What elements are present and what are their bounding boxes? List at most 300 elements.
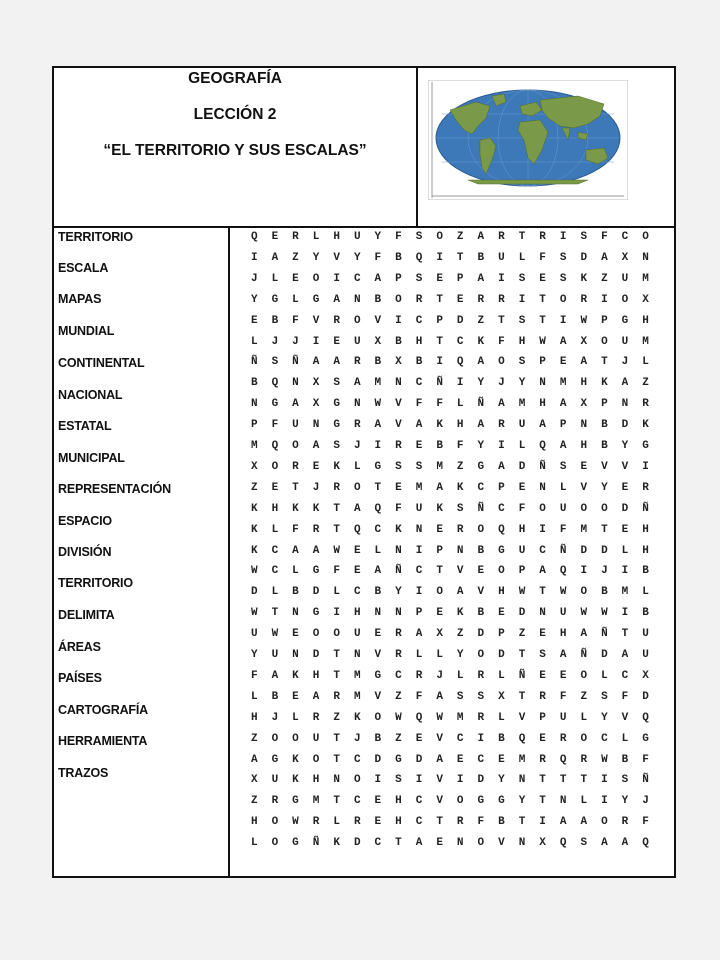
grid-letter[interactable]: S (559, 460, 567, 473)
grid-letter[interactable]: O (333, 628, 340, 641)
grid-letter[interactable]: Ñ (580, 649, 588, 661)
grid-letter[interactable]: S (415, 460, 423, 473)
grid-letter[interactable]: L (292, 565, 299, 578)
grid-letter[interactable]: C (601, 732, 608, 745)
grid-letter[interactable]: U (271, 649, 279, 661)
grid-letter[interactable]: O (436, 231, 443, 243)
grid-letter[interactable]: B (250, 377, 258, 390)
grid-letter[interactable]: E (580, 460, 588, 473)
grid-letter[interactable]: K (456, 481, 464, 494)
grid-letter[interactable]: X (312, 398, 320, 411)
grid-letter[interactable]: U (312, 732, 320, 745)
grid-letter[interactable]: G (374, 669, 382, 682)
grid-letter[interactable]: C (353, 753, 361, 766)
grid-letter[interactable]: P (601, 398, 608, 411)
grid-letter[interactable]: M (353, 690, 361, 703)
grid-letter[interactable]: A (374, 419, 382, 432)
grid-letter[interactable]: A (601, 837, 608, 850)
grid-letter[interactable]: A (477, 231, 485, 243)
grid-letter[interactable]: H (353, 607, 361, 620)
grid-letter[interactable]: X (642, 669, 649, 682)
grid-letter[interactable]: L (292, 293, 299, 306)
grid-letter[interactable]: T (518, 816, 526, 829)
grid-letter[interactable]: P (539, 711, 546, 724)
grid-letter[interactable]: Ñ (292, 356, 299, 369)
grid-letter[interactable]: H (580, 377, 588, 390)
grid-letter[interactable]: P (539, 356, 546, 369)
grid-letter[interactable]: U (518, 419, 526, 432)
grid-letter[interactable]: Z (250, 732, 258, 745)
grid-letter[interactable]: Z (601, 272, 608, 285)
grid-letter[interactable]: W (559, 586, 567, 599)
grid-letter[interactable]: Y (250, 293, 258, 306)
grid-letter[interactable]: I (621, 607, 629, 620)
grid-letter[interactable]: L (415, 649, 423, 661)
grid-letter[interactable]: T (559, 774, 567, 787)
grid-letter[interactable]: I (415, 586, 423, 599)
grid-letter[interactable]: E (374, 795, 382, 808)
grid-letter[interactable]: Y (312, 251, 320, 264)
grid-letter[interactable]: O (436, 586, 443, 599)
grid-letter[interactable]: I (477, 732, 485, 745)
grid-letter[interactable]: G (312, 293, 320, 306)
grid-letter[interactable]: M (642, 335, 649, 348)
grid-letter[interactable]: U (642, 628, 649, 641)
grid-letter[interactable]: V (374, 314, 382, 327)
grid-letter[interactable]: G (312, 565, 320, 578)
grid-letter[interactable]: V (436, 795, 443, 808)
grid-letter[interactable]: D (312, 649, 320, 661)
grid-letter[interactable]: R (498, 293, 505, 306)
grid-letter[interactable]: S (395, 460, 402, 473)
grid-letter[interactable]: Y (601, 711, 608, 724)
grid-letter[interactable]: L (333, 586, 340, 599)
grid-letter[interactable]: G (333, 398, 340, 411)
grid-letter[interactable]: N (580, 419, 588, 432)
grid-letter[interactable]: O (312, 753, 320, 766)
grid-letter[interactable]: U (415, 502, 423, 515)
grid-letter[interactable]: L (518, 440, 526, 452)
grid-letter[interactable]: R (642, 481, 649, 494)
grid-letter[interactable]: I (601, 795, 608, 808)
grid-letter[interactable]: S (580, 231, 588, 243)
grid-letter[interactable]: Ñ (250, 356, 258, 369)
grid-letter[interactable]: W (518, 586, 526, 599)
grid-letter[interactable]: E (353, 565, 361, 578)
grid-letter[interactable]: E (436, 837, 443, 850)
grid-letter[interactable]: A (415, 628, 423, 641)
grid-letter[interactable]: C (415, 565, 423, 578)
grid-letter[interactable]: E (559, 669, 567, 682)
grid-letter[interactable]: E (436, 607, 443, 620)
grid-letter[interactable]: A (333, 293, 340, 306)
grid-letter[interactable]: W (539, 335, 546, 348)
grid-letter[interactable]: T (436, 335, 443, 348)
grid-letter[interactable]: K (601, 377, 608, 390)
grid-letter[interactable]: K (642, 419, 649, 432)
grid-letter[interactable]: N (292, 649, 299, 661)
grid-letter[interactable]: X (580, 398, 588, 411)
grid-letter[interactable]: B (374, 293, 382, 306)
grid-letter[interactable]: K (292, 753, 299, 766)
grid-letter[interactable]: C (477, 481, 485, 494)
grid-letter[interactable]: X (539, 837, 546, 850)
grid-letter[interactable]: G (292, 795, 299, 808)
grid-letter[interactable]: V (456, 565, 464, 578)
grid-letter[interactable]: G (395, 753, 402, 766)
grid-letter[interactable]: T (333, 753, 340, 766)
grid-letter[interactable]: N (539, 481, 546, 494)
grid-letter[interactable]: C (415, 816, 423, 829)
grid-letter[interactable]: Y (250, 649, 258, 661)
grid-letter[interactable]: C (621, 231, 629, 243)
grid-letter[interactable]: K (333, 460, 340, 473)
grid-letter[interactable]: L (518, 251, 526, 264)
grid-letter[interactable]: T (271, 607, 279, 620)
grid-letter[interactable]: L (250, 690, 258, 703)
grid-letter[interactable]: M (559, 377, 567, 390)
grid-letter[interactable]: O (292, 440, 299, 452)
grid-letter[interactable]: B (415, 356, 423, 369)
grid-letter[interactable]: U (621, 335, 629, 348)
grid-letter[interactable]: A (477, 356, 485, 369)
grid-letter[interactable]: Z (518, 628, 526, 641)
grid-letter[interactable]: C (271, 565, 279, 578)
grid-letter[interactable]: E (271, 481, 279, 494)
grid-letter[interactable]: T (601, 356, 608, 369)
grid-letter[interactable]: F (374, 251, 382, 264)
grid-letter[interactable]: L (292, 711, 299, 724)
grid-letter[interactable]: E (292, 272, 299, 285)
grid-letter[interactable]: D (518, 460, 526, 473)
grid-letter[interactable]: T (333, 732, 340, 745)
grid-letter[interactable]: X (312, 377, 320, 390)
grid-letter[interactable]: L (271, 586, 279, 599)
grid-letter[interactable]: O (580, 586, 588, 599)
grid-letter[interactable]: Q (271, 440, 279, 452)
grid-letter[interactable]: N (292, 377, 299, 390)
grid-letter[interactable]: C (374, 837, 382, 850)
grid-letter[interactable]: F (518, 502, 526, 515)
grid-letter[interactable]: W (580, 607, 588, 620)
grid-letter[interactable]: M (642, 272, 649, 285)
grid-letter[interactable]: L (642, 586, 649, 599)
grid-letter[interactable]: E (477, 565, 485, 578)
grid-letter[interactable]: R (395, 628, 402, 641)
grid-letter[interactable]: A (312, 544, 320, 557)
grid-letter[interactable]: E (292, 690, 299, 703)
grid-letter[interactable]: F (395, 502, 402, 515)
grid-letter[interactable]: C (477, 753, 485, 766)
grid-letter[interactable]: N (250, 398, 258, 411)
grid-letter[interactable]: K (477, 335, 485, 348)
grid-letter[interactable]: Y (601, 481, 608, 494)
grid-letter[interactable]: O (395, 293, 402, 306)
grid-letter[interactable]: R (580, 753, 588, 766)
grid-letter[interactable]: Q (353, 523, 361, 536)
grid-letter[interactable]: V (601, 460, 608, 473)
grid-letter[interactable]: L (436, 649, 443, 661)
grid-letter[interactable]: V (498, 837, 505, 850)
grid-letter[interactable]: O (601, 816, 608, 829)
grid-letter[interactable]: O (498, 356, 505, 369)
grid-letter[interactable]: B (395, 251, 402, 264)
grid-letter[interactable]: N (456, 544, 464, 557)
grid-letter[interactable]: N (395, 544, 402, 557)
grid-letter[interactable]: A (601, 251, 608, 264)
grid-letter[interactable]: A (312, 356, 320, 369)
grid-letter[interactable]: D (456, 314, 464, 327)
grid-letter[interactable]: A (436, 481, 443, 494)
grid-letter[interactable]: A (580, 816, 588, 829)
grid-letter[interactable]: L (250, 335, 258, 348)
grid-letter[interactable]: H (395, 816, 402, 829)
grid-letter[interactable]: A (498, 460, 505, 473)
grid-letter[interactable]: F (395, 231, 402, 243)
grid-letter[interactable]: N (559, 795, 567, 808)
grid-letter[interactable]: X (395, 356, 402, 369)
grid-letter[interactable]: W (374, 398, 382, 411)
grid-letter[interactable]: Q (518, 732, 526, 745)
grid-letter[interactable]: J (353, 440, 361, 452)
grid-letter[interactable]: T (436, 293, 443, 306)
grid-letter[interactable]: Q (498, 523, 505, 536)
grid-letter[interactable]: V (621, 460, 629, 473)
grid-letter[interactable]: K (312, 502, 320, 515)
grid-letter[interactable]: U (559, 502, 567, 515)
grid-letter[interactable]: R (642, 398, 649, 411)
grid-letter[interactable]: E (539, 272, 546, 285)
grid-letter[interactable]: P (518, 565, 526, 578)
grid-letter[interactable]: M (353, 669, 361, 682)
grid-letter[interactable]: O (292, 732, 299, 745)
grid-letter[interactable]: O (312, 628, 320, 641)
grid-letter[interactable]: U (559, 711, 567, 724)
grid-letter[interactable]: T (436, 816, 443, 829)
grid-letter[interactable]: U (559, 607, 567, 620)
grid-letter[interactable]: S (601, 690, 608, 703)
grid-letter[interactable]: U (250, 628, 258, 641)
grid-letter[interactable]: R (292, 231, 299, 243)
grid-letter[interactable]: N (395, 607, 402, 620)
grid-letter[interactable]: Ñ (436, 377, 443, 390)
grid-letter[interactable]: Z (395, 690, 402, 703)
grid-letter[interactable]: B (477, 607, 485, 620)
grid-letter[interactable]: E (292, 628, 299, 641)
grid-letter[interactable]: W (333, 544, 340, 557)
grid-letter[interactable]: I (415, 774, 423, 787)
grid-letter[interactable]: A (477, 272, 485, 285)
grid-letter[interactable]: I (312, 335, 320, 348)
grid-letter[interactable]: F (559, 690, 567, 703)
grid-letter[interactable]: B (436, 440, 443, 452)
grid-letter[interactable]: Ñ (518, 669, 526, 682)
grid-letter[interactable]: V (621, 711, 629, 724)
grid-letter[interactable]: N (642, 251, 649, 264)
grid-letter[interactable]: A (415, 837, 423, 850)
grid-letter[interactable]: O (580, 502, 588, 515)
grid-letter[interactable]: R (333, 690, 340, 703)
grid-letter[interactable]: Q (559, 753, 567, 766)
grid-letter[interactable]: O (271, 732, 279, 745)
grid-letter[interactable]: L (559, 481, 567, 494)
grid-letter[interactable]: Ñ (395, 565, 402, 578)
grid-letter[interactable]: N (539, 377, 546, 390)
grid-letter[interactable]: I (559, 314, 567, 327)
grid-letter[interactable]: Y (518, 377, 526, 390)
grid-letter[interactable]: H (312, 669, 320, 682)
grid-letter[interactable]: T (292, 481, 299, 494)
grid-letter[interactable]: T (621, 628, 629, 641)
grid-letter[interactable]: Q (642, 711, 649, 724)
grid-letter[interactable]: L (498, 669, 505, 682)
grid-letter[interactable]: R (621, 816, 629, 829)
grid-letter[interactable]: T (498, 314, 505, 327)
grid-letter[interactable]: B (601, 440, 608, 452)
grid-letter[interactable]: Z (250, 795, 258, 808)
grid-letter[interactable]: B (477, 251, 485, 264)
grid-letter[interactable]: F (498, 335, 505, 348)
grid-letter[interactable]: A (559, 816, 567, 829)
grid-letter[interactable]: P (250, 419, 258, 432)
grid-letter[interactable]: V (333, 251, 340, 264)
grid-letter[interactable]: U (518, 544, 526, 557)
grid-letter[interactable]: V (477, 586, 485, 599)
grid-letter[interactable]: V (312, 314, 320, 327)
grid-letter[interactable]: R (498, 419, 505, 432)
grid-letter[interactable]: Q (415, 251, 423, 264)
grid-letter[interactable]: E (498, 753, 505, 766)
grid-letter[interactable]: X (621, 251, 629, 264)
grid-letter[interactable]: C (415, 314, 423, 327)
grid-letter[interactable]: A (271, 669, 279, 682)
grid-letter[interactable]: N (456, 837, 464, 850)
grid-letter[interactable]: H (518, 523, 526, 536)
grid-letter[interactable]: O (601, 335, 608, 348)
grid-letter[interactable]: B (642, 565, 649, 578)
grid-letter[interactable]: O (353, 774, 361, 787)
grid-letter[interactable]: G (642, 440, 649, 452)
grid-letter[interactable]: E (415, 440, 423, 452)
grid-letter[interactable]: E (559, 356, 567, 369)
grid-letter[interactable]: J (250, 272, 258, 285)
grid-letter[interactable]: A (312, 440, 320, 452)
grid-letter[interactable]: B (498, 816, 505, 829)
grid-letter[interactable]: B (292, 586, 299, 599)
grid-letter[interactable]: E (621, 481, 629, 494)
grid-letter[interactable]: I (580, 565, 588, 578)
grid-letter[interactable]: E (539, 732, 546, 745)
grid-letter[interactable]: A (621, 377, 629, 390)
grid-letter[interactable]: E (374, 628, 382, 641)
grid-letter[interactable]: T (539, 314, 546, 327)
grid-letter[interactable]: V (395, 398, 402, 411)
grid-letter[interactable]: G (498, 544, 505, 557)
grid-letter[interactable]: T (333, 795, 340, 808)
grid-letter[interactable]: T (539, 293, 546, 306)
grid-letter[interactable]: J (353, 732, 361, 745)
grid-letter[interactable]: T (518, 649, 526, 661)
grid-letter[interactable]: X (498, 690, 505, 703)
grid-letter[interactable]: X (642, 293, 649, 306)
grid-letter[interactable]: W (271, 628, 279, 641)
grid-letter[interactable]: Z (477, 314, 485, 327)
grid-letter[interactable]: J (601, 565, 608, 578)
grid-letter[interactable]: H (642, 544, 649, 557)
grid-letter[interactable]: W (292, 816, 299, 829)
grid-letter[interactable]: B (477, 544, 485, 557)
grid-letter[interactable]: M (518, 398, 526, 411)
grid-letter[interactable]: E (250, 314, 258, 327)
grid-letter[interactable]: B (621, 753, 629, 766)
grid-letter[interactable]: Ñ (642, 774, 649, 787)
grid-letter[interactable]: W (601, 753, 608, 766)
grid-letter[interactable]: R (353, 356, 361, 369)
grid-letter[interactable]: V (436, 774, 443, 787)
grid-letter[interactable]: S (415, 272, 423, 285)
grid-letter[interactable]: Z (292, 251, 299, 264)
grid-letter[interactable]: E (456, 753, 464, 766)
grid-letter[interactable]: J (271, 335, 279, 348)
grid-letter[interactable]: B (271, 690, 279, 703)
grid-letter[interactable]: K (292, 774, 299, 787)
grid-letter[interactable]: S (559, 251, 567, 264)
grid-letter[interactable]: D (601, 544, 608, 557)
grid-letter[interactable]: T (539, 586, 546, 599)
grid-letter[interactable]: K (436, 502, 443, 515)
grid-letter[interactable]: I (642, 460, 649, 473)
grid-letter[interactable]: Y (374, 231, 382, 243)
grid-letter[interactable]: E (395, 481, 402, 494)
grid-letter[interactable]: N (353, 398, 361, 411)
grid-letter[interactable]: S (333, 377, 340, 390)
grid-letter[interactable]: G (292, 837, 299, 850)
grid-letter[interactable]: A (580, 356, 588, 369)
grid-letter[interactable]: N (395, 377, 402, 390)
grid-letter[interactable]: Z (456, 628, 464, 641)
grid-letter[interactable]: E (436, 523, 443, 536)
grid-letter[interactable]: G (333, 419, 340, 432)
grid-letter[interactable]: D (250, 586, 258, 599)
grid-letter[interactable]: R (271, 795, 279, 808)
grid-letter[interactable]: I (456, 774, 464, 787)
grid-letter[interactable]: E (621, 523, 629, 536)
grid-letter[interactable]: A (353, 377, 361, 390)
grid-letter[interactable]: M (312, 795, 320, 808)
grid-letter[interactable]: U (292, 419, 299, 432)
grid-letter[interactable]: R (477, 293, 485, 306)
grid-letter[interactable]: T (539, 795, 546, 808)
grid-letter[interactable]: O (271, 837, 279, 850)
grid-letter[interactable]: J (292, 335, 299, 348)
grid-letter[interactable]: J (436, 669, 443, 682)
grid-letter[interactable]: C (271, 544, 279, 557)
grid-letter[interactable]: R (477, 711, 485, 724)
grid-letter[interactable]: B (601, 419, 608, 432)
grid-letter[interactable]: O (580, 732, 588, 745)
grid-letter[interactable]: L (353, 460, 361, 473)
grid-letter[interactable]: Q (250, 231, 258, 243)
grid-letter[interactable]: N (312, 419, 320, 432)
grid-letter[interactable]: F (292, 314, 299, 327)
grid-letter[interactable]: A (559, 649, 567, 661)
grid-letter[interactable]: P (498, 481, 505, 494)
grid-letter[interactable]: W (395, 711, 402, 724)
grid-letter[interactable]: U (621, 272, 629, 285)
grid-letter[interactable]: Y (621, 795, 629, 808)
grid-letter[interactable]: Ñ (539, 460, 546, 473)
grid-letter[interactable]: X (436, 628, 443, 641)
